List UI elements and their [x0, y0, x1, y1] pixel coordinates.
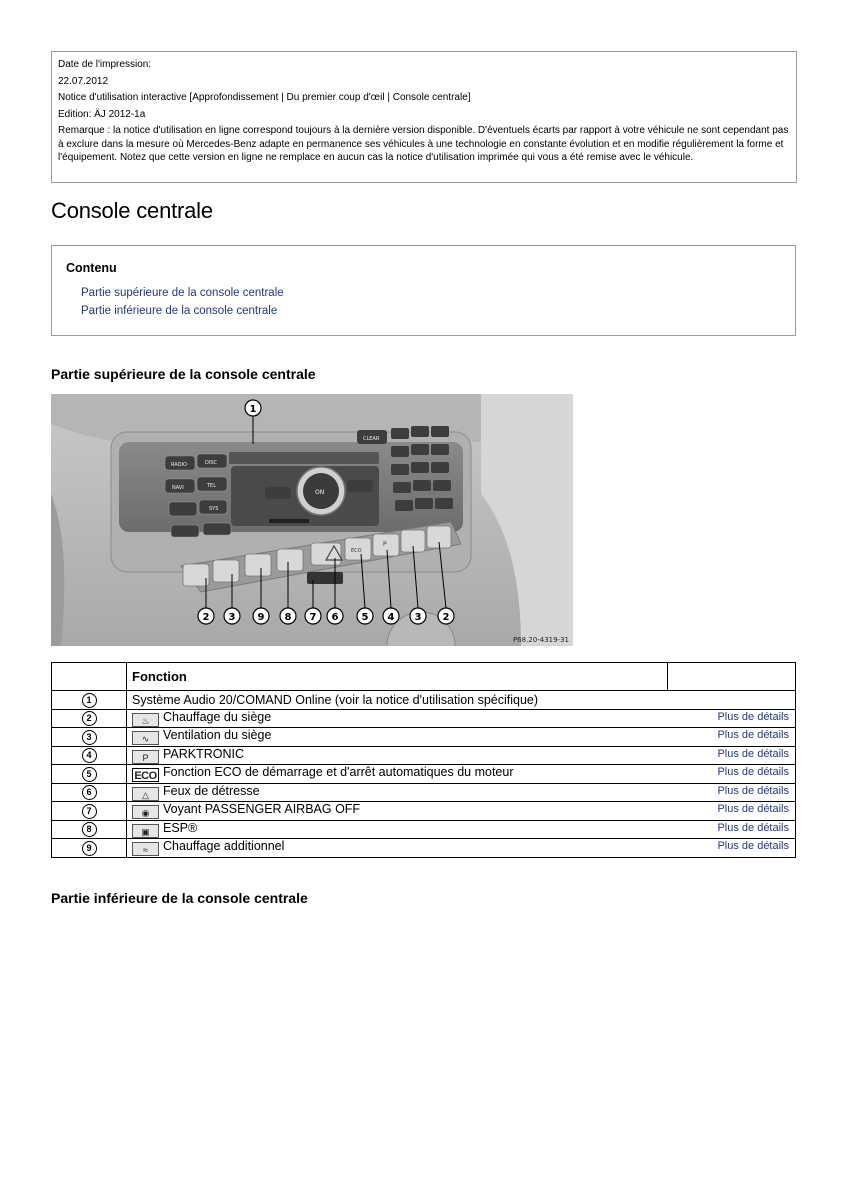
seat-ventilation-icon: ∿: [132, 731, 159, 745]
callout-3-left: 3: [228, 612, 236, 623]
parktronic-icon: P: [132, 750, 159, 764]
callout-8: 8: [284, 612, 292, 623]
header-function: Fonction: [127, 663, 668, 691]
row-text: Système Audio 20/COMAND Online (voir la notice d'utilisation spécifique): [132, 692, 539, 707]
function-table: [51, 662, 796, 858]
row-text: Feux de détresse: [163, 783, 260, 798]
more-details-link[interactable]: Plus de détails: [717, 766, 789, 778]
row-text: Chauffage additionnel: [163, 839, 285, 854]
print-info-box: [51, 51, 797, 183]
sys-button-label: SYS: [209, 506, 219, 512]
section-heading-upper: Partie supérieure de la console centrale: [51, 366, 316, 382]
callout-9: 9: [257, 612, 265, 623]
callout-3-right: 3: [414, 612, 422, 623]
row-number: 8: [82, 822, 97, 837]
header-number-cell: [52, 663, 127, 691]
disc-button-label: DISC: [205, 460, 217, 466]
clear-button-label: CLEAR: [363, 436, 380, 442]
row-number: 2: [82, 711, 97, 726]
more-details-link[interactable]: Plus de détails: [717, 784, 789, 797]
more-details-link[interactable]: Plus de détails: [717, 821, 789, 834]
callout-1: 1: [249, 404, 257, 415]
remark: Remarque : la notice d'utilisation en ligne correspond toujours à la dernière version disponible. D'éventuels écarts par rapport à votre véhicule ne sont cependant pas à exclure dans la mesure où Mercedes-Benz adapte en permanence ses véhicules à une technologie en constante évolution et en modifie régulièrement la forme et l'équipement. Notez que cette version en ligne ne remplace en aucun cas la notice d'utilisation imprimée qui vous a été remise avec le véhicule.: [58, 125, 789, 163]
print-date-value: 22.07.2012: [58, 75, 109, 87]
callout-5: 5: [361, 612, 369, 623]
print-date-label: Date de l'impression:: [58, 59, 152, 70]
row-number: 4: [82, 748, 97, 763]
table-row: [52, 783, 796, 802]
table-row: [52, 728, 796, 747]
row-number: 1: [82, 693, 97, 708]
row-text: Fonction ECO de démarrage et d'arrêt automatiques du moteur: [163, 765, 514, 780]
callout-4: 4: [387, 612, 395, 623]
table-of-contents: [51, 245, 796, 336]
auxiliary-heating-icon: ≈: [132, 842, 159, 856]
parktronic-switch-label: P: [383, 541, 387, 548]
row-number: 7: [82, 804, 97, 819]
hazard-icon: △: [132, 787, 159, 801]
row-number: 3: [82, 730, 97, 745]
section-heading-lower: Partie inférieure de la console centrale: [51, 890, 308, 906]
row-text: Ventilation du siège: [163, 728, 272, 743]
table-row: [52, 802, 796, 821]
row-text: Chauffage du siège: [163, 709, 272, 724]
callout-6: 6: [331, 612, 339, 623]
on-knob-label: ON: [315, 489, 325, 496]
table-row: [52, 839, 796, 858]
edition: Edition: ÄJ 2012-1a: [58, 108, 146, 120]
esp-icon: ▣: [132, 824, 159, 838]
row-number: 9: [82, 841, 97, 856]
seat-heating-icon: ♨: [132, 713, 159, 727]
toc-link-lower[interactable]: Partie inférieure de la console centrale: [81, 305, 278, 317]
table-row: [52, 765, 796, 784]
header-empty-cell: [668, 663, 796, 691]
more-details-link[interactable]: Plus de détails: [717, 729, 789, 741]
callout-2-left: 2: [202, 612, 210, 623]
navi-button-label: NAVI: [172, 485, 184, 491]
row-number: 5: [82, 767, 97, 782]
table-row: [52, 746, 796, 765]
radio-button-label: RADIO: [171, 462, 187, 468]
center-console-figure: [51, 394, 573, 646]
passenger-airbag-icon: ◉: [132, 805, 159, 819]
eco-switch-label: ECO: [351, 548, 362, 554]
tel-button-label: TEL: [207, 483, 216, 489]
toc-title: Contenu: [66, 261, 117, 275]
table-row: [52, 820, 796, 839]
table-row: [52, 691, 796, 710]
table-row: [52, 709, 796, 728]
row-text: PARKTRONIC: [163, 746, 245, 761]
row-text: Voyant PASSENGER AIRBAG OFF: [163, 802, 361, 817]
row-number: 6: [82, 785, 97, 800]
more-details-link[interactable]: Plus de détails: [717, 710, 789, 723]
more-details-link[interactable]: Plus de détails: [717, 840, 789, 852]
document-path: Notice d'utilisation interactive [Approfondissement | Du premier coup d'œil | Console centrale]: [58, 92, 471, 103]
more-details-link[interactable]: Plus de détails: [717, 747, 789, 760]
page-title: Console centrale: [51, 198, 213, 223]
toc-link-upper[interactable]: Partie supérieure de la console centrale: [81, 287, 284, 299]
row-text: ESP®: [163, 820, 198, 835]
more-details-link[interactable]: Plus de détails: [717, 803, 789, 815]
callout-7: 7: [309, 612, 317, 623]
table-header-row: [52, 663, 796, 691]
figure-reference: P68.20-4319-31: [512, 636, 569, 644]
callout-2-right: 2: [442, 612, 450, 623]
eco-icon: ECO: [132, 768, 159, 782]
